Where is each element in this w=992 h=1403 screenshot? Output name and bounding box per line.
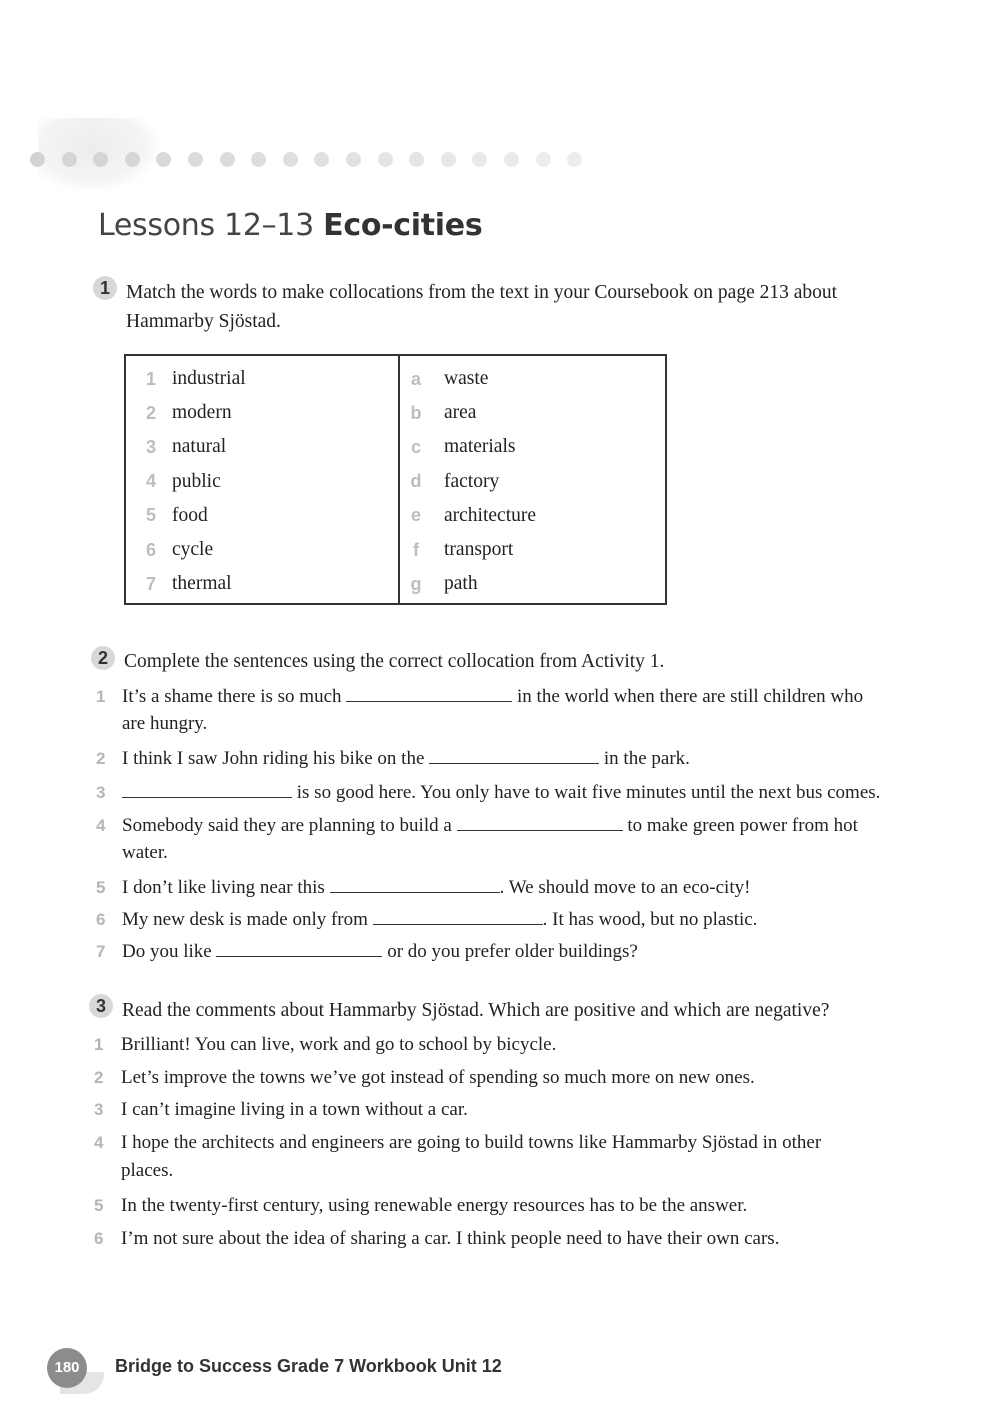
- right-item-word: architecture: [444, 504, 537, 526]
- sentence-continuation: are hungry.: [122, 713, 208, 734]
- comment-number: 3: [94, 1100, 104, 1119]
- sentence-number: 4: [96, 816, 106, 835]
- left-item-row: [126, 362, 398, 396]
- sentence-number: 3: [96, 783, 106, 802]
- sentence-number: 5: [96, 878, 106, 897]
- sentence-start: Do you like: [122, 941, 212, 962]
- answer-blank[interactable]: [373, 906, 543, 925]
- right-item-word: transport: [444, 539, 514, 561]
- left-item-label: 4: [145, 471, 156, 492]
- sentence: [122, 906, 757, 934]
- header-dot: [251, 152, 266, 167]
- comment-text: Brilliant! You can live, work and go to school by bicycle.: [121, 1034, 557, 1055]
- left-item-row: [126, 430, 398, 464]
- left-item-word: thermal: [172, 573, 232, 595]
- right-item-label: a: [410, 368, 421, 389]
- sentence: [122, 745, 690, 773]
- right-item-row: [400, 499, 665, 533]
- left-item-label: 5: [145, 505, 156, 526]
- sentence-end: in the park.: [603, 748, 690, 769]
- header-dot: [409, 152, 424, 167]
- left-item-word: public: [172, 470, 221, 492]
- left-item-word: industrial: [172, 368, 246, 390]
- sentence-continuation: water.: [122, 842, 168, 863]
- header-dot: [504, 152, 519, 167]
- right-item-row: [400, 430, 665, 464]
- comment-number: 1: [94, 1035, 104, 1054]
- sentence: [122, 779, 880, 807]
- comment-number: 6: [94, 1229, 104, 1248]
- activity-1-badge: 1: [93, 276, 117, 300]
- left-item-row: [126, 396, 398, 430]
- header-dot: [314, 152, 329, 167]
- comment-continuation: places.: [121, 1160, 174, 1181]
- comment-text: I’m not sure about the idea of sharing a car. I think people need to have their own cars.: [121, 1228, 780, 1249]
- activity-3-badge: 3: [89, 994, 113, 1018]
- right-item-label: d: [410, 471, 422, 492]
- sentence-end: is so good here. You only have to wait five minutes until the next bus comes.: [296, 782, 881, 803]
- activity-3-instruction: Read the comments about Hammarby Sjöstad. Which are positive and which are negative?: [122, 1000, 830, 1021]
- sentence-end: . It has wood, but no plastic.: [542, 909, 758, 930]
- sentence-number: 7: [96, 942, 106, 961]
- activity-1-instruction-line2: Hammarby Sjöstad.: [126, 311, 281, 332]
- comment-number: 2: [94, 1068, 104, 1087]
- left-item-label: 7: [145, 573, 156, 594]
- sentence: [122, 812, 858, 840]
- left-item-label: 2: [145, 402, 156, 423]
- left-item-row: [126, 465, 398, 499]
- left-item-word: cycle: [172, 539, 214, 561]
- sentence: [122, 874, 750, 902]
- lesson-prefix: Lessons 12–13: [98, 208, 314, 243]
- header-dot: [472, 152, 487, 167]
- comment-number: 5: [94, 1196, 104, 1215]
- comment-text: Let’s improve the towns we’ve got instead of spending so much more on new ones.: [121, 1067, 755, 1088]
- sentence-number: 6: [96, 910, 106, 929]
- sentence-number: 1: [96, 687, 106, 706]
- header-dot: [125, 152, 140, 167]
- right-item-word: factory: [444, 470, 500, 492]
- right-column: [399, 355, 666, 604]
- collocation-table: [124, 354, 667, 605]
- sentence: [122, 683, 863, 711]
- left-item-label: 1: [145, 368, 156, 389]
- answer-blank[interactable]: [330, 874, 500, 893]
- page-number: 180: [47, 1348, 87, 1388]
- header-dot: [441, 152, 456, 167]
- sentence-end: to make green power from hot: [627, 815, 858, 836]
- right-item-word: materials: [444, 436, 516, 458]
- sentence-start: Somebody said they are planning to build a: [122, 815, 452, 836]
- header-dot: [188, 152, 203, 167]
- lesson-topic: Eco-cities: [323, 208, 483, 243]
- left-item-row: [126, 499, 398, 533]
- activity-2-instruction: Complete the sentences using the correct collocation from Activity 1.: [124, 651, 665, 672]
- comment-number: 4: [94, 1133, 104, 1152]
- sentence-end: . We should move to an eco-city!: [499, 877, 751, 898]
- left-item-label: 3: [145, 436, 156, 457]
- sentence-start: My new desk is made only from: [122, 909, 368, 930]
- left-column: [125, 355, 399, 604]
- header-dot: [283, 152, 298, 167]
- right-item-label: e: [410, 505, 421, 526]
- book-title: Bridge to Success Grade 7 Workbook Unit 12: [115, 1356, 502, 1376]
- header-dot: [346, 152, 361, 167]
- left-item-label: 6: [145, 539, 156, 560]
- header-dot: [156, 152, 171, 167]
- right-item-label: g: [410, 573, 422, 594]
- sentence-end: in the world when there are still children who: [517, 686, 864, 707]
- comment-text: In the twenty-first century, using renewable energy resources has to be the answer.: [121, 1195, 748, 1216]
- sentence-start: I think I saw John riding his bike on the: [122, 748, 425, 769]
- sentence-start: I don’t like living near this: [122, 877, 325, 898]
- right-item-row: [400, 567, 665, 601]
- left-item-word: modern: [172, 402, 232, 424]
- right-item-row: [400, 533, 665, 567]
- answer-blank[interactable]: [429, 745, 599, 764]
- header-dot: [30, 152, 45, 167]
- left-item-row: [126, 567, 398, 601]
- sentence: [122, 938, 638, 966]
- sentence-end: or do you prefer older buildings?: [387, 941, 638, 962]
- right-item-label: f: [413, 539, 419, 560]
- activity-1-instruction-line1: Match the words to make collocations from the text in your Coursebook on page 213 about: [126, 282, 838, 303]
- left-item-row: [126, 533, 398, 567]
- left-item-word: natural: [172, 436, 227, 458]
- header-dot: [536, 152, 551, 167]
- header-dot: [220, 152, 235, 167]
- header-dot: [62, 152, 77, 167]
- right-item-word: area: [444, 402, 477, 424]
- right-item-row: [400, 362, 665, 396]
- sentence-start: It’s a shame there is so much: [122, 686, 342, 707]
- left-item-word: food: [172, 504, 208, 526]
- answer-blank[interactable]: [122, 779, 292, 798]
- header-dot: [378, 152, 393, 167]
- answer-blank[interactable]: [216, 938, 382, 957]
- right-item-row: [400, 465, 665, 499]
- page-title: [98, 208, 482, 243]
- comment-text: I hope the architects and engineers are going to build towns like Hammarby Sjöstad in other: [121, 1132, 822, 1153]
- sentence-number: 2: [96, 749, 106, 768]
- right-item-row: [400, 396, 665, 430]
- right-item-word: waste: [444, 368, 489, 390]
- header-dot: [567, 152, 582, 167]
- right-item-label: b: [410, 402, 422, 423]
- comment-text: I can’t imagine living in a town without a car.: [121, 1099, 468, 1120]
- answer-blank[interactable]: [346, 683, 512, 702]
- right-item-label: c: [410, 436, 421, 457]
- activity-2-badge: 2: [91, 646, 115, 670]
- answer-blank[interactable]: [457, 812, 623, 831]
- right-item-word: path: [444, 573, 478, 595]
